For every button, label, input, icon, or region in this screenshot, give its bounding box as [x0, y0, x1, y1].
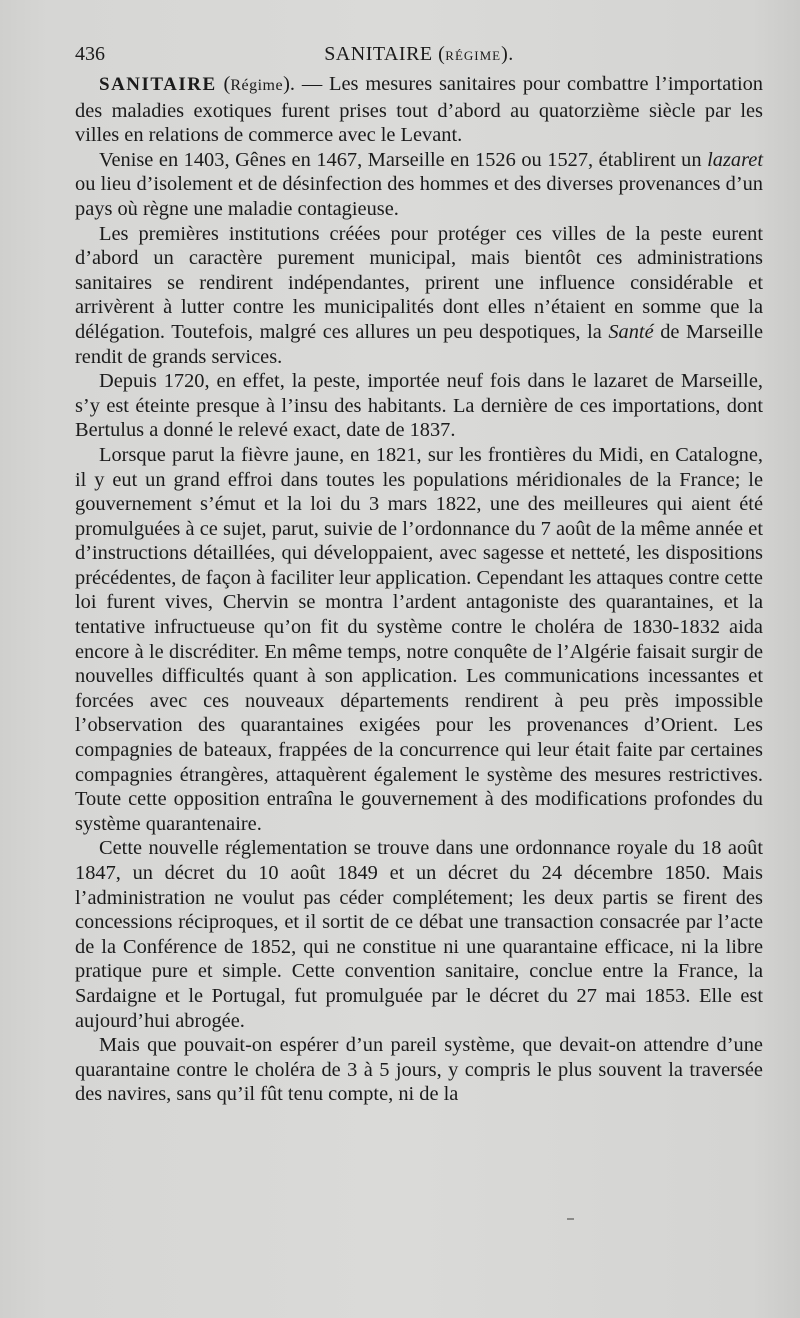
running-title-main: SANITAIRE (: [324, 43, 446, 65]
paragraph-7: Mais que pouvait-on espérer d’un pareil système, que devait-on attendre d’une quarantaine contre le choléra de 3 à 5 jours, y compris le plus souvent la traversée des navires, sans qu’il fût tenu compte, ni de la: [75, 1034, 763, 1106]
running-title-close: ).: [501, 43, 514, 65]
paragraph-3-text-b: de Marseille rendit de grands services.: [75, 320, 764, 368]
headword-subtitle: Régime: [230, 77, 284, 94]
paragraph-5: Lorsque parut la fièvre jaune, en 1821, sur les frontières du Midi, en Catalogne, il y eut un grand effroi dans toutes les populations méridionales de la France; le gouvernement s’émut et la loi du 3 mars 1822, une des meilleures qui aient été promulguées à ce sujet, parut, suivie de l’ordonnance du 7 août de la même année et d’instructions détaillées, qui développaient, avec sagesse et netteté, les dispositions précédentes, de façon à faciliter leur application. Cependant les attaques contre cette loi furent vives, Chervin se montra l’ardent antagoniste des quarantaines, et la tentative infructueuse qu’on fit du système contre le choléra de 1830-1832 aida encore à le discréditer. En même temps, notre conquête de l’Algérie faisait surgir de nouvelles difficultés quant à son application. Les communications incessantes et forcées avec ces nouveaux départements rendirent à peu près impossible l’observation des quarantaines exigées pour les provenances d’Orient. Les compagnies de bateaux, frappées de la concurrence qui leur était faite par certaines compagnies étrangères, attaquèrent également le système des mesures restrictives. Toute cette opposition entraîna le gouvernement à des modifications profondes du système quarantenaire.: [75, 443, 763, 835]
paragraph-4: Depuis 1720, en effet, la peste, importée neuf fois dans le lazaret de Marseille, s’y est éteinte presque à l’insu des habitants. La dernière de ces importations, dont Bertulus a donné le relevé exact, date de 1837.: [75, 370, 763, 442]
running-title: [75, 36, 763, 74]
margin-mark: [567, 1218, 574, 1220]
article-body: [75, 72, 763, 1107]
headword-open: (: [216, 73, 231, 95]
paragraph-3: [75, 222, 763, 370]
paragraph-3-italic: Santé: [608, 320, 654, 343]
paragraph-6: Cette nouvelle réglementation se trouve dans une ordonnance royale du 18 août 1847, un décret du 10 août 1849 et un décret du 24 décembre 1850. Mais l’administration ne voulut pas céder complétement; les deux partis se firent des concessions réciproques, et il sortit de ce débat une transaction consacrée par l’acte de la Conférence de 1852, qui ne constitue ni une quarantaine efficace, ni la libre pratique pure et simple. Cette convention sanitaire, conclue entre la France, la Sardaigne et le Portugal, fut promulguée par le décret du 27 mai 1853. Elle est aujourd’hui abrogée.: [75, 837, 763, 1032]
paragraph-2: [75, 148, 763, 222]
running-header: [75, 36, 763, 72]
page-number: 436: [75, 43, 105, 65]
paragraph-2-text-b: ou lieu d’isolement et de désinfection des hommes et des diverses provenances d’un pays où règne une maladie contagieuse.: [75, 173, 763, 220]
paragraph-2-italic: lazaret: [707, 148, 763, 171]
paragraph-1-text: ). — Les mesures sanitaires pour combattre l’importation des maladies exotiques furent prises tout d’abord au quatorzième siècle par les villes en relations de commerce avec le Levant.: [75, 73, 763, 147]
paragraph-1: [75, 72, 763, 148]
paragraph-2-text-a: Venise en 1403, Gênes en 1467, Marseille en 1526 ou 1527, établirent un: [99, 148, 708, 171]
running-title-sub: RÉGIME: [445, 48, 502, 63]
paragraph-3-text-a: Les premières institutions créées pour protéger ces villes de la peste eurent d’abord un caractère purement municipal, mais bientôt ces administrations sanitaires se rendirent indépendantes, prirent une influence considérable et arrivèrent à lutter contre les municipalités dont elles n’étaient en somme que la délégation. Toutefois, malgré ces allures un peu despotiques, la: [75, 222, 763, 343]
article-headword: SANITAIRE: [99, 74, 217, 95]
